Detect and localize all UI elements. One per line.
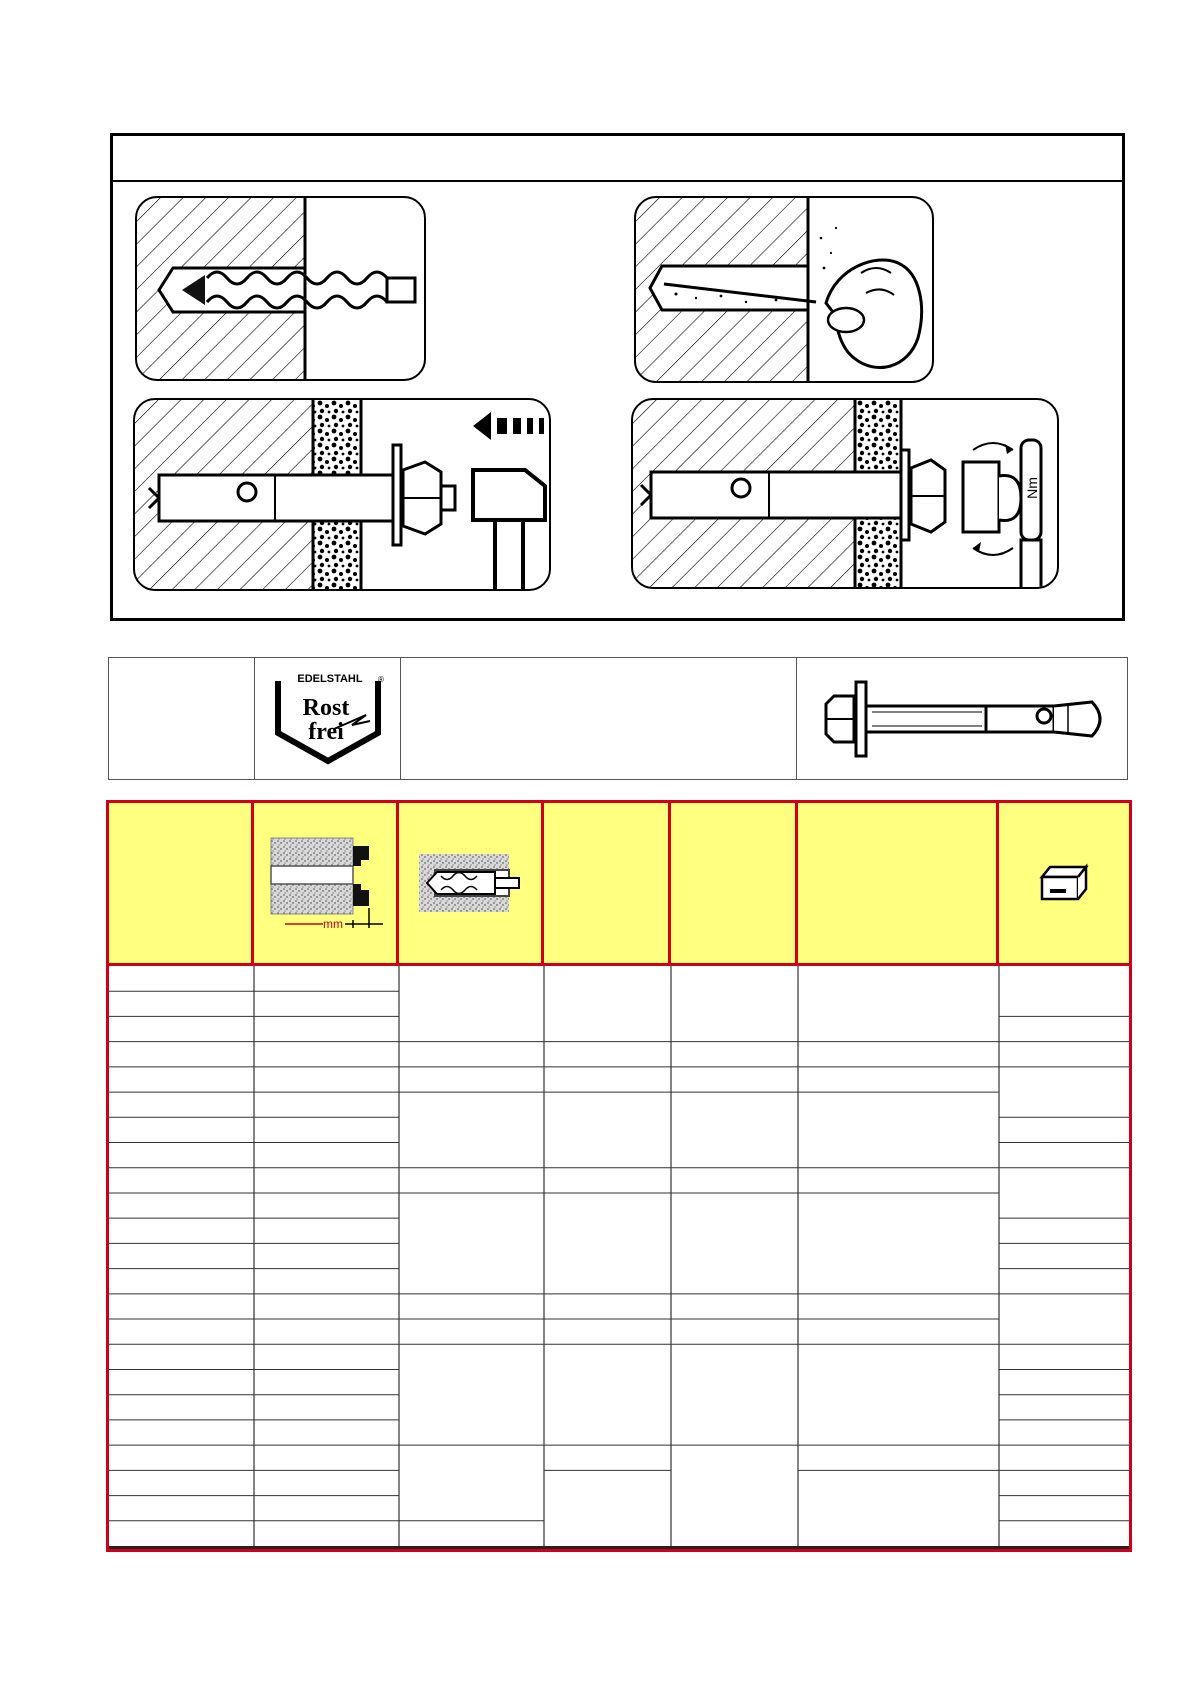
header-cell-5 [671,803,798,963]
rostfrei-logo [272,671,384,767]
anchor-bolt-icon [812,674,1112,764]
spec-table-grid [109,966,1129,1546]
header-cell-7 [999,803,1129,963]
svg-text:®: ® [377,674,384,684]
drill-bit-icon [137,198,426,381]
product-logo-cell [255,658,401,779]
step-hammer-figure [133,398,551,591]
step-clean-figure [634,196,934,383]
header-cell-6 [798,803,999,963]
header-mm-label: mm [323,917,343,931]
product-description-cell [401,658,797,779]
step-torque-figure [631,398,1059,589]
fixture-thickness-icon [265,828,385,938]
blow-out-hand-icon [636,198,934,383]
product-info-row [108,657,1128,780]
spec-table-header [109,803,1129,963]
svg-text:frei: frei [307,718,344,745]
drill-hole-icon [415,848,525,918]
svg-text:EDELSTAHL: EDELSTAHL [296,672,363,685]
installation-panel [110,133,1125,621]
header-cell-4 [544,803,671,963]
product-image-cell [797,658,1127,779]
torque-unit-label: Nm [1024,477,1040,499]
torque-wrench-icon [633,400,1059,589]
hammer-icon [135,400,551,591]
header-cell-1 [109,803,254,963]
svg-text:Rost: Rost [302,694,349,721]
installation-header [113,136,1122,182]
header-cell-2 [254,803,399,963]
product-cell-empty [109,658,255,779]
spec-table-body [109,963,1129,1549]
header-cell-3 [399,803,544,963]
package-box-icon [1038,863,1090,903]
spec-table [106,800,1132,1552]
step-drill-figure [135,196,426,381]
